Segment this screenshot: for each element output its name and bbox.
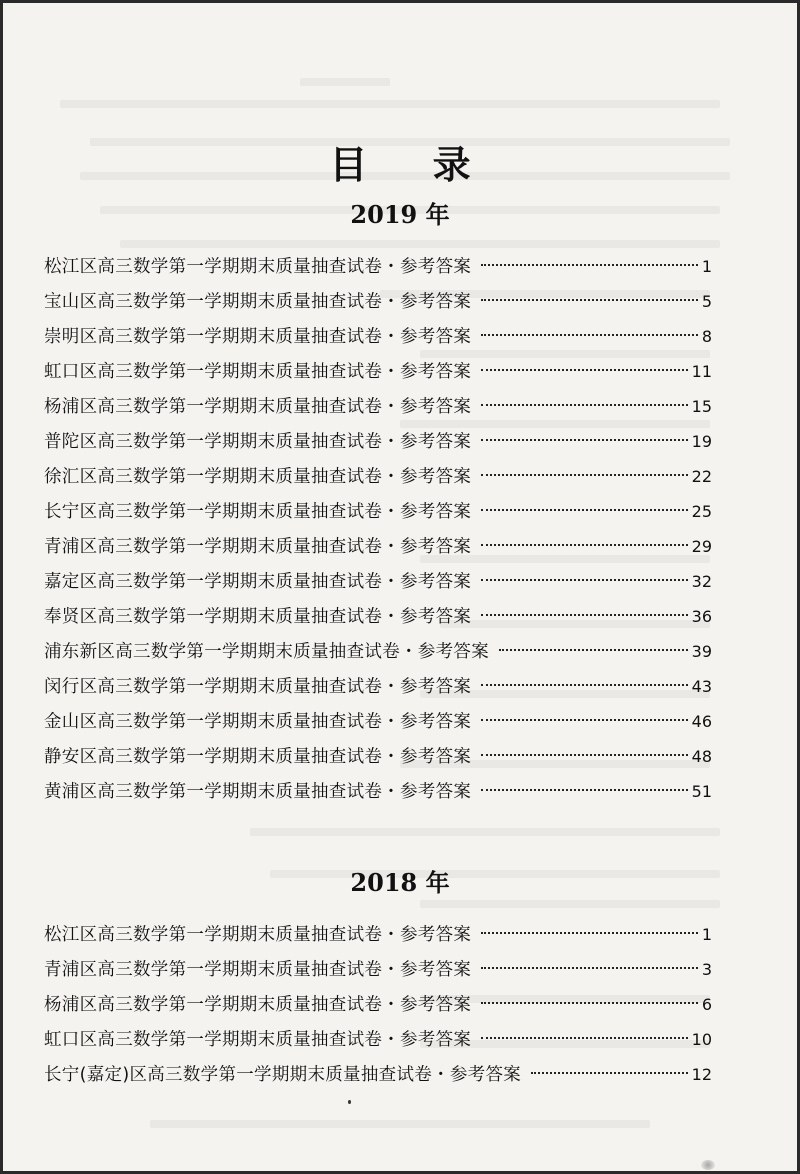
entry-title: 闵行区高三数学第一学期期末质量抽查试卷・参考答案 [44,677,472,697]
dot-leader [481,544,687,546]
entry-page-number: 39 [691,642,712,661]
toc-entry[interactable] [44,920,712,955]
dot-leader [481,579,687,581]
entry-title: 长宁区高三数学第一学期期末质量抽查试卷・参考答案 [44,502,472,522]
entry-page-number: 48 [691,747,712,766]
entry-title: 杨浦区高三数学第一学期期末质量抽查试卷・参考答案 [44,995,472,1015]
entry-page-number: 51 [691,782,712,801]
entry-title: 杨浦区高三数学第一学期期末质量抽查试卷・参考答案 [44,397,472,417]
dot-leader [499,649,688,651]
page-title: 目 录 [329,143,497,188]
toc-list-2019 [44,252,712,812]
dot-leader [481,1002,698,1004]
dot-leader [481,299,698,301]
entry-page-number: 8 [701,327,712,346]
entry-title: 徐汇区高三数学第一学期期末质量抽查试卷・参考答案 [44,467,472,487]
dot-leader [481,264,698,266]
toc-entry[interactable] [44,602,712,637]
dot-leader [481,754,687,756]
entry-page-number: 36 [691,607,712,626]
toc-entry[interactable] [44,322,712,357]
entry-page-number: 6 [701,995,712,1014]
entry-page-number: 22 [691,467,712,486]
entry-title: 虹口区高三数学第一学期期末质量抽查试卷・参考答案 [44,362,472,382]
toc-entry[interactable] [44,567,712,602]
entry-title: 宝山区高三数学第一学期期末质量抽查试卷・参考答案 [44,292,472,312]
dot-leader [481,369,687,371]
entry-page-number: 10 [691,1030,712,1049]
toc-entry[interactable] [44,532,712,567]
entry-page-number: 5 [701,292,712,311]
dot-leader [481,932,698,934]
dot-leader [481,614,687,616]
dot-leader [481,474,687,476]
entry-title: 浦东新区高三数学第一学期期末质量抽查试卷・参考答案 [44,642,489,662]
section-heading-2019: 2019 年 [350,199,450,229]
toc-entry[interactable] [44,462,712,497]
dot-leader [481,334,698,336]
page-edge-top [0,0,800,3]
entry-page-number: 11 [691,362,712,381]
toc-entry[interactable] [44,252,712,287]
entry-page-number: 15 [691,397,712,416]
entry-title: 松江区高三数学第一学期期末质量抽查试卷・参考答案 [44,925,472,945]
entry-title: 金山区高三数学第一学期期末质量抽查试卷・参考答案 [44,712,472,732]
entry-page-number: 3 [701,960,712,979]
entry-title: 奉贤区高三数学第一学期期末质量抽查试卷・参考答案 [44,607,472,627]
toc-entry[interactable] [44,637,712,672]
entry-title: 青浦区高三数学第一学期期末质量抽查试卷・参考答案 [44,537,472,557]
entry-title: 松江区高三数学第一学期期末质量抽查试卷・参考答案 [44,257,472,277]
entry-title: 静安区高三数学第一学期期末质量抽查试卷・参考答案 [44,747,472,767]
toc-entry[interactable] [44,742,712,777]
entry-title: 青浦区高三数学第一学期期末质量抽查试卷・参考答案 [44,960,472,980]
entry-title: 虹口区高三数学第一学期期末质量抽查试卷・参考答案 [44,1030,472,1050]
entry-title: 普陀区高三数学第一学期期末质量抽查试卷・参考答案 [44,432,472,452]
entry-page-number: 1 [701,257,712,276]
dot-leader [481,1037,687,1039]
page-smudge [701,1160,715,1170]
toc-entry[interactable] [44,707,712,742]
entry-title: 黄浦区高三数学第一学期期末质量抽查试卷・参考答案 [44,782,472,802]
entry-page-number: 25 [691,502,712,521]
dot-leader [531,1072,688,1074]
entry-page-number: 19 [691,432,712,451]
toc-list-2018 [44,920,712,1095]
toc-entry[interactable] [44,777,712,812]
section-heading-2018: 2018 年 [350,867,450,897]
toc-entry[interactable] [44,990,712,1025]
dot-leader [481,439,687,441]
toc-entry[interactable] [44,1060,712,1095]
entry-page-number: 43 [691,677,712,696]
toc-entry[interactable] [44,392,712,427]
dot-leader [481,967,698,969]
toc-entry[interactable] [44,427,712,462]
dot-leader [481,789,687,791]
entry-title: 长宁(嘉定)区高三数学第一学期期末质量抽查试卷・参考答案 [44,1065,522,1085]
toc-entry[interactable] [44,287,712,322]
entry-page-number: 1 [701,925,712,944]
toc-entry[interactable] [44,672,712,707]
toc-entry[interactable] [44,497,712,532]
dot-leader [481,684,687,686]
entry-title: 崇明区高三数学第一学期期末质量抽查试卷・参考答案 [44,327,472,347]
toc-entry[interactable] [44,357,712,392]
entry-page-number: 12 [691,1065,712,1084]
dot-leader [481,509,687,511]
print-speck [348,1100,351,1104]
dot-leader [481,719,687,721]
toc-entry[interactable] [44,955,712,990]
entry-page-number: 46 [691,712,712,731]
entry-page-number: 32 [691,572,712,591]
entry-page-number: 29 [691,537,712,556]
dot-leader [481,404,687,406]
toc-entry[interactable] [44,1025,712,1060]
entry-title: 嘉定区高三数学第一学期期末质量抽查试卷・参考答案 [44,572,472,592]
